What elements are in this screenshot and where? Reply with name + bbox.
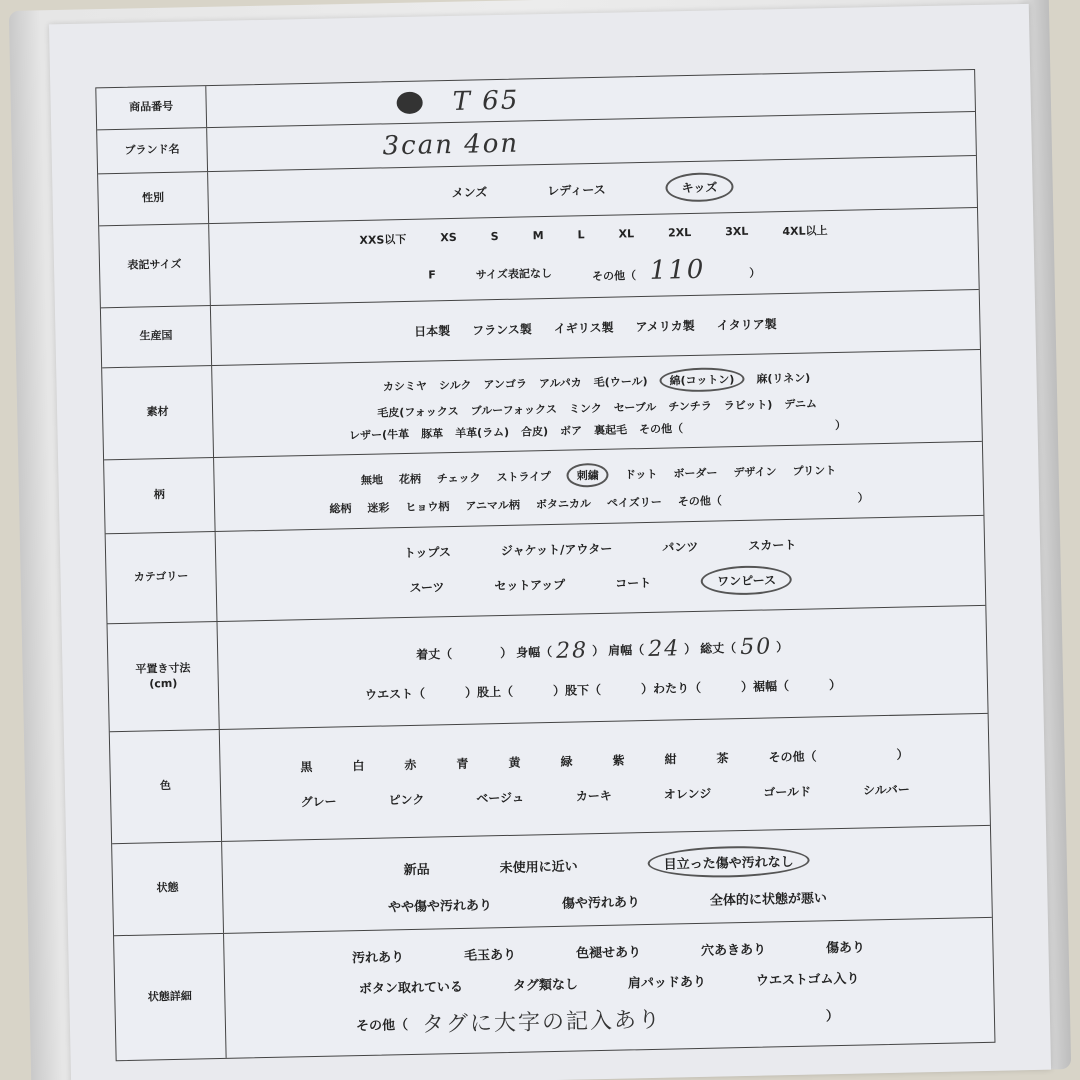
detail-option: 肩パッドあり bbox=[627, 974, 707, 991]
detail-option: 傷あり bbox=[825, 939, 866, 956]
measure-width-value: 28 bbox=[555, 637, 589, 664]
product-form bbox=[95, 69, 995, 1061]
gender-option: メンズ bbox=[451, 185, 488, 200]
pattern-option: ストライプ bbox=[496, 469, 551, 484]
size-option: M bbox=[532, 229, 544, 243]
label-category: カテゴリー bbox=[106, 532, 218, 623]
material-option: 豚革 bbox=[420, 426, 444, 441]
material-option: ボア bbox=[559, 423, 583, 438]
category-option: セットアップ bbox=[494, 577, 566, 593]
pattern-option-selected: 刺繍 bbox=[567, 462, 609, 487]
pattern-option: ボタニカル bbox=[535, 496, 592, 511]
material-option: 合皮) bbox=[520, 424, 549, 439]
product-no-value: T 65 bbox=[452, 85, 520, 117]
measure-length-close: ） bbox=[500, 645, 513, 660]
measure-total-close: ） bbox=[776, 639, 789, 654]
measure-total-label: 総丈（ bbox=[700, 640, 737, 656]
size-option: L bbox=[577, 228, 585, 242]
color-option: 白 bbox=[352, 758, 365, 773]
condition-option-selected: 目立った傷や汚れなし bbox=[647, 844, 810, 878]
label-color: 色 bbox=[110, 730, 222, 843]
label-brand: ブランド名 bbox=[97, 128, 208, 173]
label-measure: 平置き寸法 bbox=[135, 661, 191, 676]
category-option: コート bbox=[615, 575, 652, 591]
country-option: 日本製 bbox=[414, 324, 451, 339]
size-option: XXS以下 bbox=[359, 232, 407, 247]
label-pattern: 柄 bbox=[104, 458, 216, 533]
color-option: 黄 bbox=[508, 755, 521, 770]
detail-option: タグ類なし bbox=[512, 977, 579, 994]
label-gender: 性別 bbox=[98, 172, 209, 225]
pattern-option: 花柄 bbox=[398, 472, 421, 486]
material-option-selected: 綿(コットン) bbox=[659, 366, 744, 392]
material-option: カシミヤ bbox=[382, 379, 428, 393]
color-option: 赤 bbox=[404, 757, 417, 772]
color-option: オレンジ bbox=[663, 786, 712, 802]
measure-width-label: 身幅（ bbox=[516, 644, 553, 660]
detail-option: 色褪せあり bbox=[575, 944, 642, 962]
detail-option: ウエストゴム入り bbox=[755, 971, 860, 989]
measure-field: ）裾幅（ bbox=[740, 678, 790, 694]
condition-option: 傷や汚れあり bbox=[561, 894, 641, 912]
row-condition-detail bbox=[114, 918, 994, 1060]
material-option: セーブル bbox=[613, 400, 657, 415]
country-option: イギリス製 bbox=[553, 320, 614, 336]
material-option: 裏起毛 bbox=[593, 422, 628, 437]
detail-option: 毛玉あり bbox=[463, 947, 517, 964]
pattern-option: ペイズリー bbox=[606, 495, 662, 510]
color-option: 青 bbox=[456, 756, 469, 771]
color-option: シルバー bbox=[862, 782, 910, 797]
color-option: 紫 bbox=[612, 752, 625, 768]
size-option: サイズ表記なし bbox=[475, 266, 553, 281]
material-option: ミンク bbox=[568, 401, 602, 416]
measure-length-label: 着丈（ bbox=[416, 646, 453, 662]
label-product-no: 商品番号 bbox=[96, 86, 207, 129]
detail-option: ボタン取れている bbox=[358, 979, 464, 997]
color-option: 緑 bbox=[560, 754, 573, 769]
size-option: 2XL bbox=[667, 225, 692, 240]
color-option: カーキ bbox=[575, 788, 612, 804]
gender-option: レディース bbox=[547, 182, 606, 198]
size-option: XL bbox=[618, 227, 635, 241]
color-option: その他（ bbox=[768, 748, 817, 764]
color-option: 黒 bbox=[300, 759, 313, 774]
detail-option: 穴あきあり bbox=[700, 942, 767, 959]
size-option: F bbox=[428, 268, 436, 282]
category-option: スーツ bbox=[409, 579, 445, 595]
material-other-close: ） bbox=[834, 418, 847, 432]
pattern-option: チェック bbox=[436, 470, 481, 485]
pattern-option: ヒョウ柄 bbox=[405, 499, 450, 514]
measure-width-close: ） bbox=[592, 643, 605, 658]
pattern-option: その他（ bbox=[677, 493, 722, 508]
pattern-option: 総柄 bbox=[329, 501, 352, 516]
size-option: 4XL以上 bbox=[782, 223, 828, 238]
size-option: S bbox=[490, 230, 499, 244]
material-option: デニム bbox=[784, 396, 818, 411]
measure-field: ）わたり（ bbox=[640, 680, 702, 696]
condition-option: 新品 bbox=[403, 862, 430, 878]
color-option: ゴールド bbox=[763, 784, 812, 800]
measure-field: ウエスト（ bbox=[364, 686, 426, 702]
color-option: ベージュ bbox=[476, 790, 525, 806]
pattern-option: プリント bbox=[792, 463, 837, 478]
measure-shoulder-close: ） bbox=[684, 641, 697, 656]
material-option: ラビット) bbox=[723, 397, 773, 412]
pattern-option: 迷彩 bbox=[367, 500, 390, 515]
pattern-option: 無地 bbox=[360, 472, 383, 487]
measure-field: ）股上（ bbox=[464, 684, 514, 700]
label-size: 表記サイズ bbox=[99, 224, 211, 307]
category-option: ジャケット/アウター bbox=[500, 541, 613, 558]
row-color bbox=[110, 714, 990, 844]
category-option-selected: ワンピース bbox=[701, 564, 793, 595]
pattern-other-close: ） bbox=[857, 490, 869, 505]
pattern-option: デザイン bbox=[733, 464, 777, 479]
category-option: パンツ bbox=[662, 539, 699, 555]
material-option: アンゴラ bbox=[483, 376, 528, 391]
label-material: 素材 bbox=[102, 366, 214, 459]
color-other-close: ） bbox=[896, 747, 909, 762]
condition-option: 全体的に状態が悪い bbox=[709, 890, 828, 909]
measure-length-value bbox=[456, 652, 496, 653]
measure-shoulder-value: 24 bbox=[647, 635, 681, 662]
material-option: シルク bbox=[438, 378, 472, 392]
category-option: スカート bbox=[748, 537, 797, 553]
row-measure bbox=[108, 606, 988, 732]
country-option: アメリカ製 bbox=[635, 318, 695, 335]
condition-option: 未使用に近い bbox=[499, 858, 578, 876]
label-country: 生産国 bbox=[101, 306, 212, 367]
size-other-label: その他（ bbox=[591, 268, 637, 283]
color-option: ピンク bbox=[388, 792, 425, 807]
measure-total-value: 50 bbox=[739, 633, 773, 660]
material-option: 羊革(ラム) bbox=[454, 425, 510, 440]
label-condition: 状態 bbox=[112, 842, 224, 935]
material-option: チンチラ bbox=[668, 399, 712, 413]
color-option: 茶 bbox=[716, 750, 729, 766]
category-option: トップス bbox=[403, 544, 452, 560]
pattern-option: ボーダー bbox=[673, 465, 718, 480]
brand-value: 3can 4on bbox=[382, 128, 520, 161]
label-condition-detail: 状態詳細 bbox=[114, 934, 227, 1060]
gender-option-selected: キッズ bbox=[665, 172, 733, 202]
material-option: ブルーフォックス bbox=[470, 402, 558, 418]
material-option: その他（ bbox=[638, 421, 684, 436]
condition-option: やや傷や汚れあり bbox=[387, 897, 493, 915]
measure-field: ）股下（ bbox=[552, 682, 602, 698]
material-option: 毛皮(フォックス bbox=[377, 404, 459, 420]
material-option: アルパカ bbox=[538, 375, 582, 390]
detail-other-close: ） bbox=[825, 1008, 840, 1024]
country-option: イタリア製 bbox=[716, 317, 777, 333]
color-option: グレー bbox=[300, 794, 337, 809]
size-other-value: 110 bbox=[649, 254, 706, 286]
detail-other-value: タグに大字の記入あり bbox=[421, 1007, 663, 1038]
material-option: 麻(リネン) bbox=[756, 371, 811, 386]
detail-other-label: その他（ bbox=[355, 1017, 409, 1034]
size-option: XS bbox=[440, 230, 457, 245]
color-option: 紺 bbox=[664, 751, 677, 767]
material-option: 毛(ウール) bbox=[593, 374, 648, 389]
label-measure-unit: (cm) bbox=[149, 676, 178, 690]
product-sheet-paper bbox=[49, 4, 1051, 1080]
measure-field: ） bbox=[828, 677, 842, 692]
size-other-close: ） bbox=[749, 266, 761, 280]
pattern-option: アニマル柄 bbox=[465, 498, 521, 513]
material-option: レザー(牛革 bbox=[348, 427, 410, 442]
seal-stamp bbox=[396, 91, 422, 114]
country-option: フランス製 bbox=[472, 322, 532, 338]
measure-shoulder-label: 肩幅（ bbox=[608, 642, 645, 658]
size-option: 3XL bbox=[725, 224, 749, 239]
detail-option: 汚れあり bbox=[351, 949, 405, 966]
pattern-option: ドット bbox=[624, 467, 658, 481]
